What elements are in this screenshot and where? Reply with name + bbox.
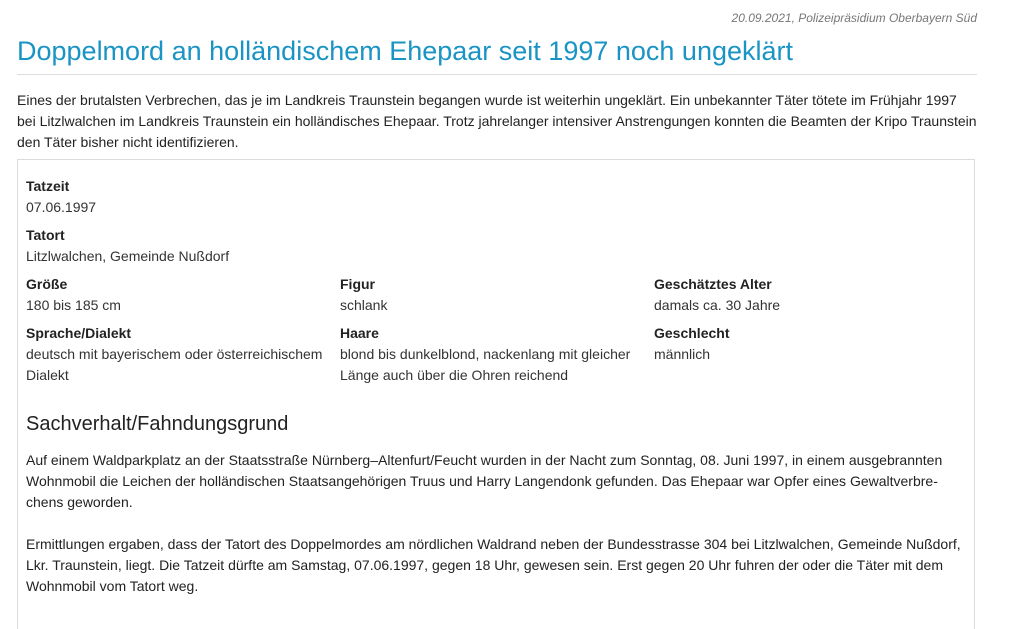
field-value: männlich (654, 346, 711, 362)
field-label: Geschlecht (654, 325, 730, 341)
field-tatort (26, 225, 626, 267)
field-figur (340, 274, 646, 316)
field-value: 180 bis 185 cm (26, 297, 121, 313)
field-geschaetztes-alter (654, 274, 960, 316)
field-label: Tatort (26, 227, 65, 243)
section-heading: Sachverhalt/Fahndungsgrund (26, 413, 289, 435)
field-value: schlank (340, 297, 388, 313)
field-value: Litzlwalchen, Gemeinde Nußdorf (26, 248, 230, 264)
field-haare (340, 323, 646, 386)
field-value: blond bis dunkelblond, nackenlang mit gleicher Länge auch über die Ohren reichend (340, 346, 631, 383)
field-value: deutsch mit bayerischem oder österreichischem Dialekt (26, 346, 323, 383)
field-geschlecht (654, 323, 960, 365)
title-divider (17, 74, 977, 75)
section-paragraph: Ermittlungen ergaben, dass der Tatort des Doppelmordes am nördlichen Waldrand neben der Bundesstrasse 304 bei Litzlwalchen, Gemeinde Nußdorf, Lkr. Traunstein, liegt. Die Tatzeit dürfte am Samstag, 07.06.1997, gegen 18 Uhr, gewesen sein. Erst gegen 20 Uhr fuhren der oder die Täter mit dem Wohnmobil vom Tatort weg. (26, 536, 961, 594)
article-meta: 20.09.2021, Polizeipräsidium Oberbayern Süd (731, 11, 977, 25)
details-panel (17, 159, 975, 629)
field-tatzeit (26, 176, 332, 218)
section-paragraph: Auf einem Waldparkplatz an der Staatsstraße Nürnberg–Altenfurt/Feucht wurden in der Nacht zum Sonntag, 08. Juni 1997, in einem ausgebrannten Wohnmobil die Leichen der holländischen Staatsangehörigen Truus und Harry Langendonk gefunden. Das Ehepaar war Opfer eines Gewaltverbrechens geworden. (26, 452, 943, 510)
article-title: Doppelmord an holländischem Ehepaar seit 1997 noch ungeklärt (17, 36, 793, 66)
field-value: 07.06.1997 (26, 199, 97, 215)
field-label: Haare (340, 325, 379, 341)
field-label: Sprache/Dialekt (26, 325, 132, 341)
field-value: damals ca. 30 Jahre (654, 297, 781, 313)
field-label: Tatzeit (26, 178, 70, 194)
field-label: Geschätztes Alter (654, 276, 772, 292)
field-label: Größe (26, 276, 68, 292)
field-sprache (26, 323, 332, 386)
field-label: Figur (340, 276, 375, 292)
article-intro: Eines der brutalsten Verbrechen, das je im Landkreis Traunstein begangen wurde ist weiterhin ungeklärt. Ein unbekannter Täter tötete im Frühjahr 1997 bei Litzlwalchen im Landkreis Traunstein ein holländisches Ehepaar. Trotz jahrelanger intensiver Anstrengungen konnten die Beamten der Kripo Traunstein den Täter bisher nicht identifizieren. (17, 92, 977, 150)
field-groesse (26, 274, 332, 316)
